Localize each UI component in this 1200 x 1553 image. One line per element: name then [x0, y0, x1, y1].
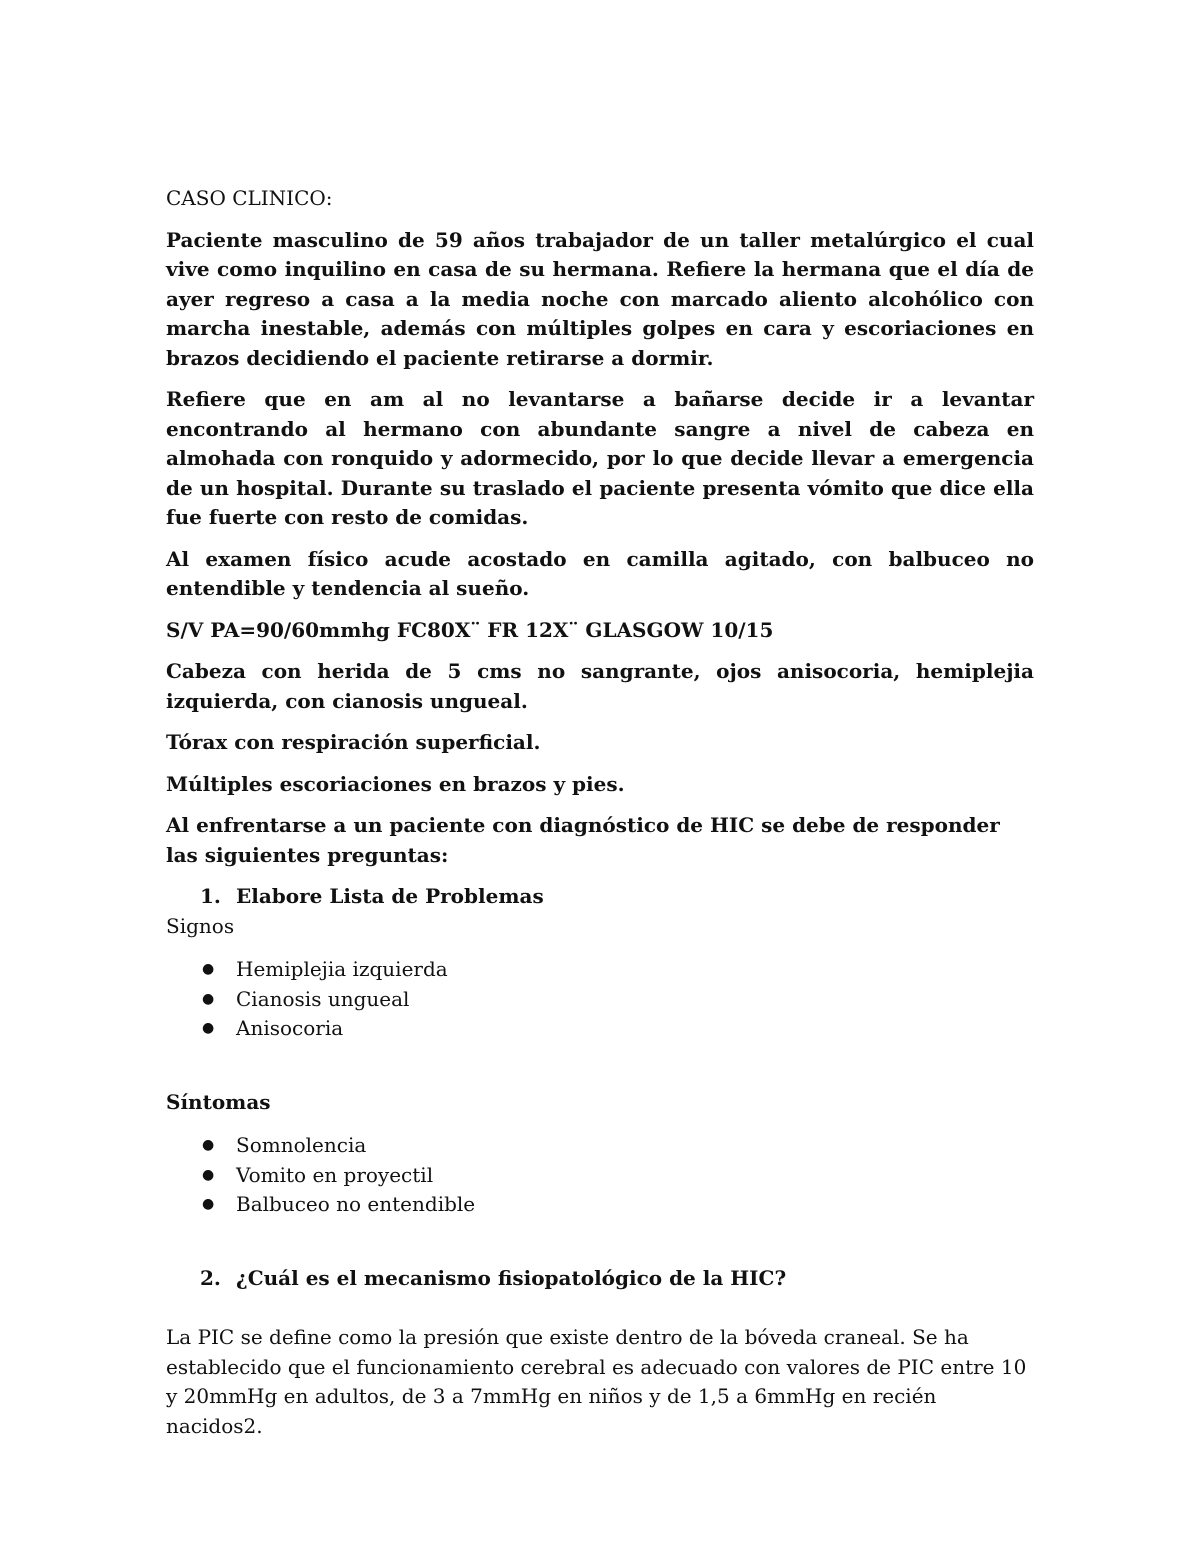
- list-item-text: Balbuceo no entendible: [236, 1192, 476, 1216]
- list-item: [166, 955, 1034, 985]
- question-item: [166, 882, 1034, 912]
- bullet-icon: ●: [202, 990, 215, 1007]
- paragraph-answer: La PIC se define como la presión que existe dentro de la bóveda craneal. Se ha establecido que el funcionamiento cerebral es adecuado con valores de PIC entre 10 y 20mmHg en adultos, de 3 a 7mmHg en niños y de 1,5 a 6mmHg en recién nacidos2.: [166, 1325, 1027, 1438]
- vital-signs: S/V PA=90/60mmhg FC80X¨ FR 12X¨ GLASGOW 10/15: [166, 617, 774, 642]
- signos-heading: Signos: [166, 913, 235, 938]
- list-item: [166, 1131, 1034, 1161]
- question-number: 2.: [200, 1265, 221, 1290]
- document-title: CASO CLINICO:: [166, 186, 333, 210]
- bullet-icon: ●: [202, 961, 215, 977]
- list-item-text: Hemiplejia izquierda: [236, 957, 448, 981]
- paragraph-thorax: Tórax con respiración superficial.: [166, 730, 541, 754]
- paragraph-sister-report: Refiere que en am al no levantarse a bañarse decide ir a levantar encontrando al hermano con abundante sangre a nivel de cabeza en almohada con ronquido y adormecido, por lo que decide llevar a emergencia de un hospital. Durante su traslado el paciente presenta vómito que dice ella fue fuerte con resto de comidas.: [166, 387, 1034, 529]
- question-list-2: [166, 1264, 1034, 1294]
- question-number: 1.: [200, 884, 221, 908]
- document-page: [166, 184, 1034, 1441]
- bullet-icon: ●: [202, 1166, 215, 1183]
- paragraph-head-findings: Cabeza con herida de 5 cms no sangrante, ojos anisocoria, hemiplejia izquierda, con cianosis ungueal.: [166, 659, 1034, 713]
- paragraph-physical-exam: Al examen físico acude acostado en camilla agitado, con balbuceo no entendible y tendencia al sueño.: [166, 546, 1034, 600]
- question-text: Elabore Lista de Problemas: [236, 884, 544, 908]
- list-item: [166, 1161, 1034, 1191]
- question-list-1: [166, 882, 1034, 912]
- list-item-text: Anisocoria: [236, 1016, 344, 1040]
- bullet-icon: ●: [202, 1020, 215, 1036]
- list-item-text: Cianosis ungueal: [236, 986, 410, 1011]
- sintomas-heading: Síntomas: [166, 1089, 271, 1114]
- list-item: [166, 1014, 1034, 1044]
- question-item: [166, 1264, 1034, 1294]
- paragraph-instructions: Al enfrentarse a un paciente con diagnóstico de HIC se debe de responder las siguientes preguntas:: [166, 813, 1000, 867]
- list-item: [166, 1190, 1034, 1220]
- signos-list: [166, 955, 1034, 1044]
- paragraph-excoriations: Múltiples escoriaciones en brazos y pies.: [166, 771, 625, 796]
- list-item-text: Somnolencia: [236, 1133, 367, 1157]
- bullet-icon: ●: [202, 1196, 215, 1212]
- list-item-text: Vomito en proyectil: [236, 1162, 434, 1187]
- bullet-icon: ●: [202, 1137, 215, 1153]
- paragraph-patient-history: Paciente masculino de 59 años trabajador de un taller metalúrgico el cual vive como inquilino en casa de su hermana. Refiere la hermana que el día de ayer regreso a casa a la media noche con marcado aliento alcohólico con marcha inestable, además con múltiples golpes en cara y escoriaciones en brazos decidiendo el paciente retirarse a dormir.: [166, 227, 1034, 370]
- list-item: [166, 985, 1034, 1015]
- question-text: ¿Cuál es el mecanismo fisiopatológico de la HIC?: [236, 1265, 787, 1290]
- sintomas-list: [166, 1131, 1034, 1220]
